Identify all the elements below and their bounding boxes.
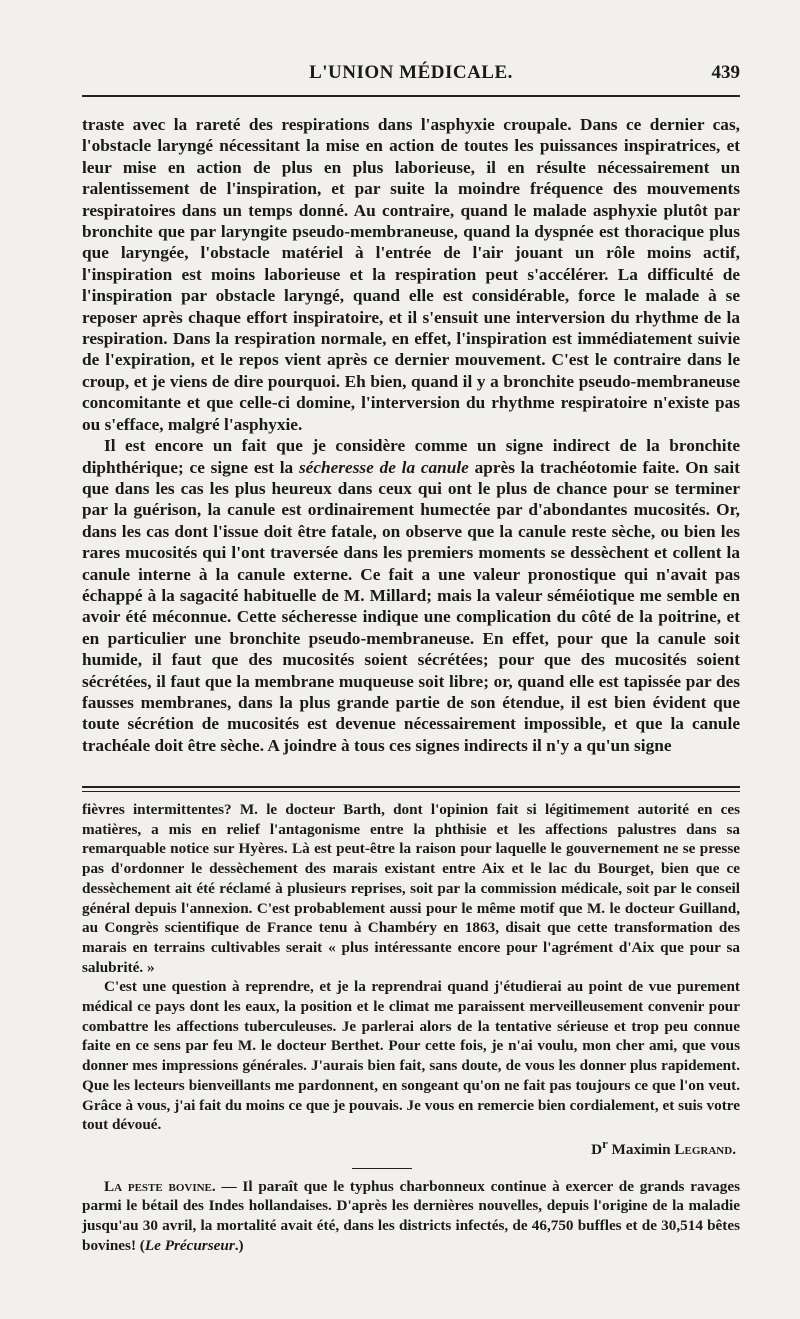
emphasis-canule: sécheresse de la canule — [298, 457, 469, 477]
note-paragraph-2: C'est une question à reprendre, et je la reprendrai quand j'étudierai au point de vue purement médical ce pays dont les eaux, la position et le climat me paraissent merveilleusement convenir pour combattre les affections tuberculeuses. Je parlerai alors de la tentative sérieuse et trop peu connue faite en ce sens par feu M. le docteur Berthet. Pour cette fois, je n'ai voulu, mon cher ami, que vous donner mes impressions générales. J'aurais bien fait, sans doute, de vous les donner plus rapidement. Que les lecteurs bienveillants me pardonnent, en songeant qu'on ne fait pas toujours ce que l'on veut. Grâce à vous, j'ai fait du moins ce que je pouvais. Je vous en remercie bien cordialement, et suis votre tout dévoué. — [82, 978, 740, 1134]
main-text — [82, 114, 740, 756]
signature-surname: Legrand. — [674, 1141, 736, 1159]
continued-column — [82, 800, 740, 1256]
news-item-text: — Il paraît que le typhus charbonneux continue à exercer de grands ravages parmi le bétail des Indes hollandaises. D'après les dernières nouvelles, depuis l'origine de la maladie jusqu'au 30 avril, la mortalité avait été, dans les districts infectés, de 46,750 buffles et de 30,514 bêtes bovines! ( — [82, 1177, 740, 1254]
signature-name: Maximin — [607, 1141, 675, 1159]
news-item-end: .) — [234, 1236, 244, 1254]
signature-sup: r — [602, 1136, 608, 1151]
main-paragraph-1: traste avec la rareté des respirations dans l'asphyxie croupale. Dans ce dernier cas, l'obstacle laryngé nécessitant la mise en action de toutes les puissances inspiratrices, et leur mise en action de plus en plus laborieuse, il en résulte nécessairement un ralentissement de l'inspiration, et par suite la moindre fréquence des mouvements respiratoires dans un temps donné. Au contraire, quand le malade asphyxie plutôt par bronchite que par laryngite pseudo-membraneuse, quand la dyspnée est thoracique plus que laryngée, l'obstacle matériel à l'entrée de l'air jouant un rôle moins actif, l'inspiration est moins laborieuse et la respiration peut s'accélérer. La difficulté de l'inspiration par obstacle laryngé, quand elle est considérable, force le malade à se reposer après chaque effort inspiratoire, et il s'ensuit une interversion du rhythme de la respiration. Dans la respiration normale, en effet, l'inspiration est immédiatement suivie de l'expiration, et le repos vient après ce dernier mouvement. C'est le contraire dans le croup, et je viens de dire pourquoi. Eh bien, quand il y a bronchite pseudo-membraneuse concomitante et que celle-ci domine, l'interversion du rhythme respiratoire n'existe pas ou s'efface, malgré l'asphyxie. — [82, 115, 740, 434]
short-separator — [352, 1168, 412, 1169]
main-paragraph-2 — [82, 435, 740, 756]
header-rule — [82, 95, 740, 97]
journal-title: L'UNION MÉDICALE. — [309, 62, 513, 83]
main-paragraph-2-rest: après la trachéotomie faite. On sait que dans les cas les plus heureux dans ceux qui ont le plus de chance pour se terminer par la guérison, la canule est ordinairement humectée par d'abondantes mucosités. Or, dans les cas dont l'issue doit être fatale, on observe que la canule reste sèche, ou bien les rares mucosités qui l'ont traversée dans les premiers moments se dessèchent et collent la canule interne à la canule externe. Ce fait a une valeur pronostique qui n'avait pas échappé à la sagacité habituelle de M. Millard; mais la valeur séméiotique me semble en avoir été méconnue. Cette sécheresse indique une complication du côté de la poitrine, et en particulier une bronchite pseudo-membraneuse. En effet, pour que la canule soit humide, il faut que des mucosités soient sécrétées; pour que des mucosités soient sécrétées, il faut que la membrane muqueuse soit libre; or, quand elle est tapissée par des fausses membranes, dans la plus grande partie de son étendue, il est bien évident que toute sécrétion de mucosités est devenue nécessairement impossible, et que la canule trachéale doit être sèche. A joindre à tous ces signes indirects il n'y a qu'un signe — [82, 457, 740, 755]
footnote-separator-rule — [82, 786, 740, 792]
news-item-source: Le Précurseur — [144, 1236, 235, 1254]
note-paragraph-1: fièvres intermittentes? M. le docteur Barth, dont l'opinion fait si légitimement autorité en ces matières, a mis en relief l'antagonisme entre la phthisie et les affections palustres dans sa remarquable notice sur Hyères. Là est peut-être la raison pour laquelle le gouvernement ne se presse pas d'ordonner le dessèchement des marais existant entre Aix et le lac du Bourget, bien que ce dessèchement ait été réclamé à plusieurs reprises, soit par la commission médicale, soit par le conseil général depuis l'annexion. C'est probablement aussi pour le même motif que M. le docteur Guilland, au Congrès scientifique de France tenu à Chambéry en 1863, disait que cette transformation des marais en terrains cultivables serait « plus intéressante encore pour l'agrément d'Aix que pour sa salubrité. » — [82, 801, 740, 976]
running-header — [82, 62, 740, 90]
news-item-title: La peste bovine. — [104, 1177, 216, 1195]
news-item — [82, 1177, 740, 1256]
signature-prefix: D — [591, 1141, 603, 1159]
author-signature — [82, 1135, 740, 1160]
main-paragraph-2-start: Il est encore un fait que je considère comme un signe indirect de la bronchite diphthérique; ce signe est la — [82, 436, 740, 477]
page-number: 439 — [711, 62, 740, 83]
